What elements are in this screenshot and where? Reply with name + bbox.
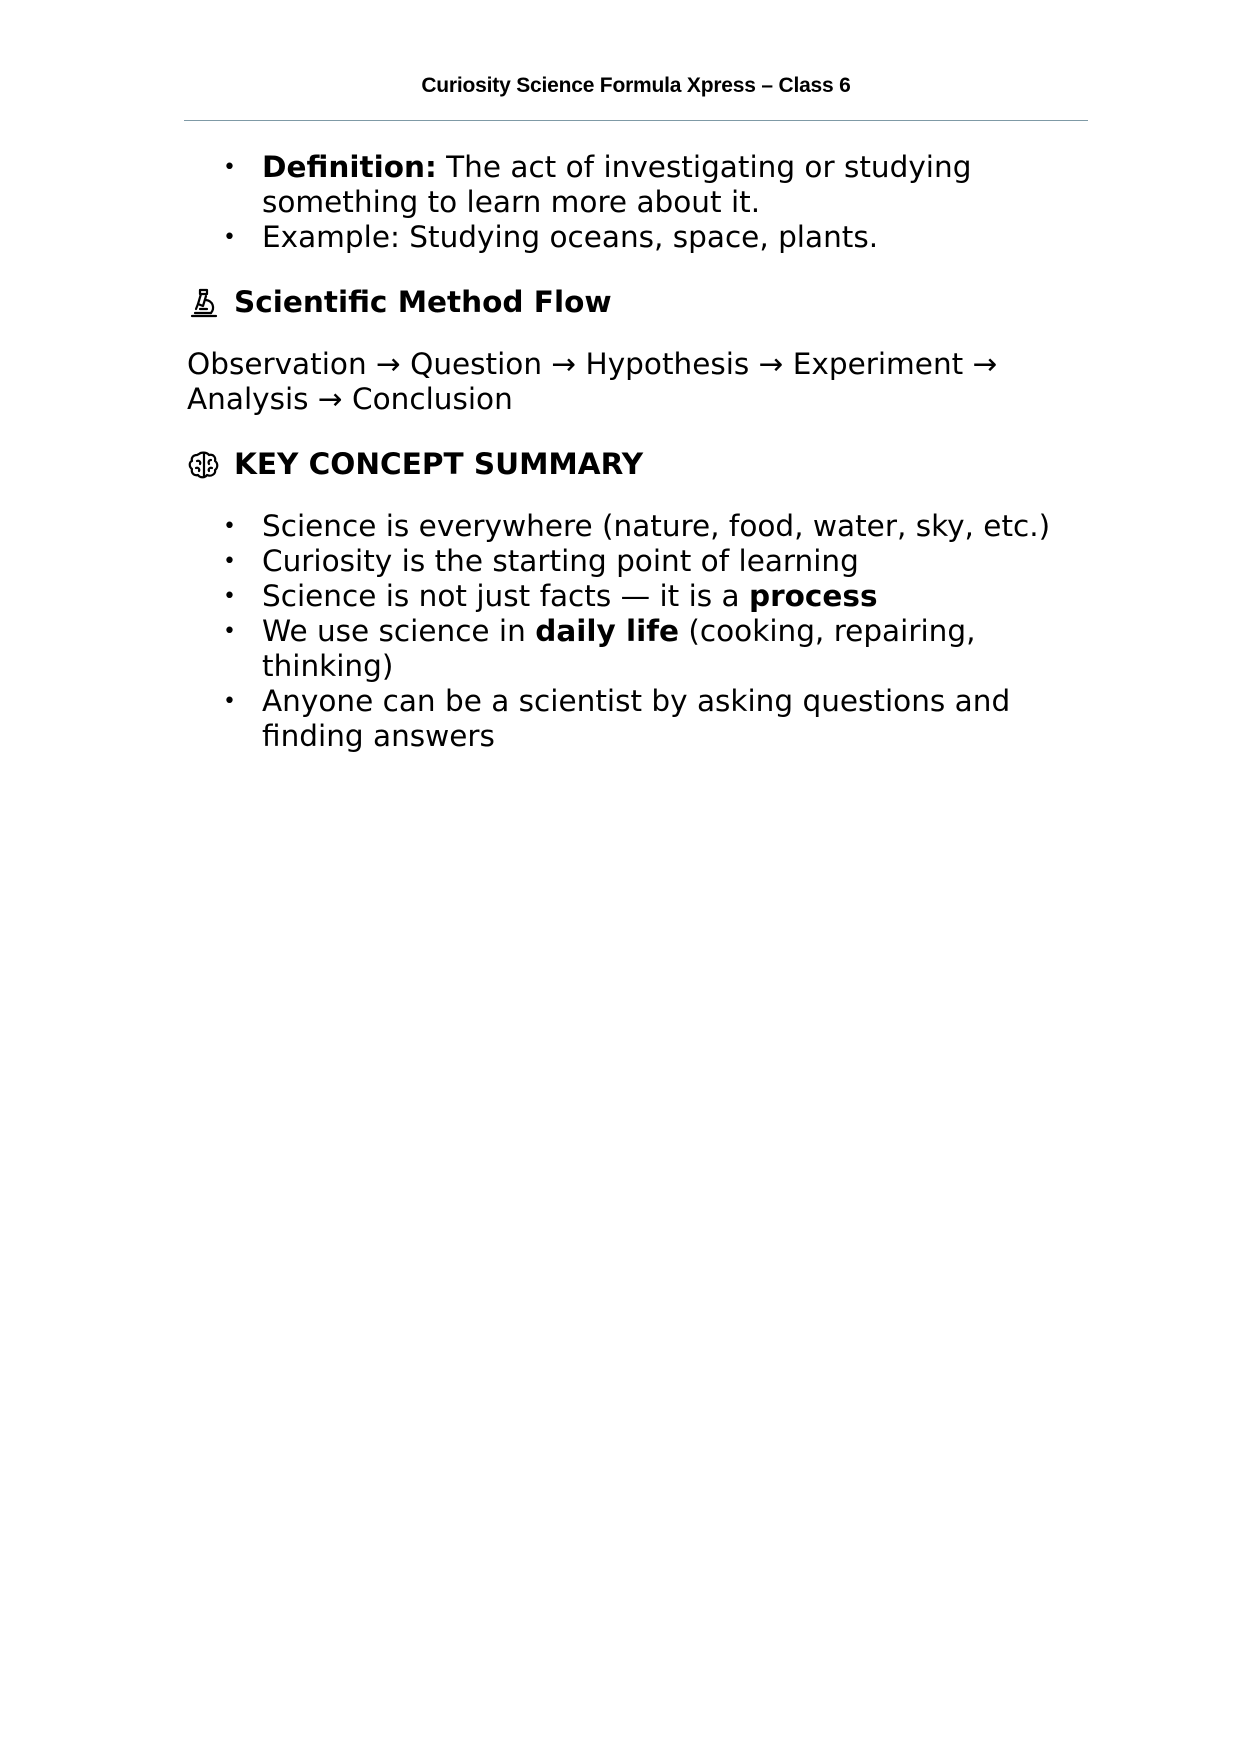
list-item (223, 544, 1087, 579)
summary-item-bold: daily life (535, 614, 680, 648)
method-heading (187, 285, 1087, 320)
list-item (223, 614, 1087, 684)
bullet: • (223, 514, 236, 539)
definition-text: The act of investigating or studying something to learn more about it. (262, 150, 972, 219)
method-flow-line: Analysis → Conclusion (187, 382, 513, 416)
summary-item-text: Science is everywhere (nature, food, water, sky, etc.) (262, 509, 1051, 543)
list-item (223, 579, 1087, 614)
list-item (223, 684, 1087, 754)
method-flow (187, 347, 1087, 417)
brain-icon (187, 448, 221, 482)
list-item (223, 509, 1087, 544)
method-flow-line: Observation → Question → Hypothesis → Experiment → (187, 347, 998, 381)
header-divider (184, 120, 1088, 121)
bullet: • (223, 155, 236, 180)
summary-item-text: Anyone can be a scientist by asking questions and finding answers (262, 684, 1011, 753)
example-text: Example: Studying oceans, space, plants. (262, 220, 879, 254)
summary-heading (187, 447, 1087, 482)
summary-list (187, 509, 1087, 754)
summary-item-text: Curiosity is the starting point of learning (262, 544, 859, 578)
microscope-icon (187, 286, 221, 320)
summary-item-bold: process (748, 579, 878, 613)
summary-item-text: We use science in (262, 614, 536, 648)
bullet: • (223, 225, 236, 250)
summary-heading-text: KEY CONCEPT SUMMARY (234, 447, 644, 481)
bullet: • (223, 689, 236, 714)
bullet: • (223, 549, 236, 574)
list-item (223, 150, 1087, 220)
page-header-title: Curiosity Science Formula Xpress – Class 6 (421, 74, 851, 97)
list-item (223, 220, 1087, 255)
summary-item-text: (cooking, repairing, thinking) (262, 614, 976, 683)
definition-list (187, 150, 1087, 255)
bullet: • (223, 619, 236, 644)
page-content (187, 150, 1087, 754)
bullet: • (223, 584, 236, 609)
summary-item-text: Science is not just facts — it is a (262, 579, 749, 613)
definition-label: Definition: (262, 150, 437, 184)
method-heading-text: Scientific Method Flow (234, 285, 612, 319)
